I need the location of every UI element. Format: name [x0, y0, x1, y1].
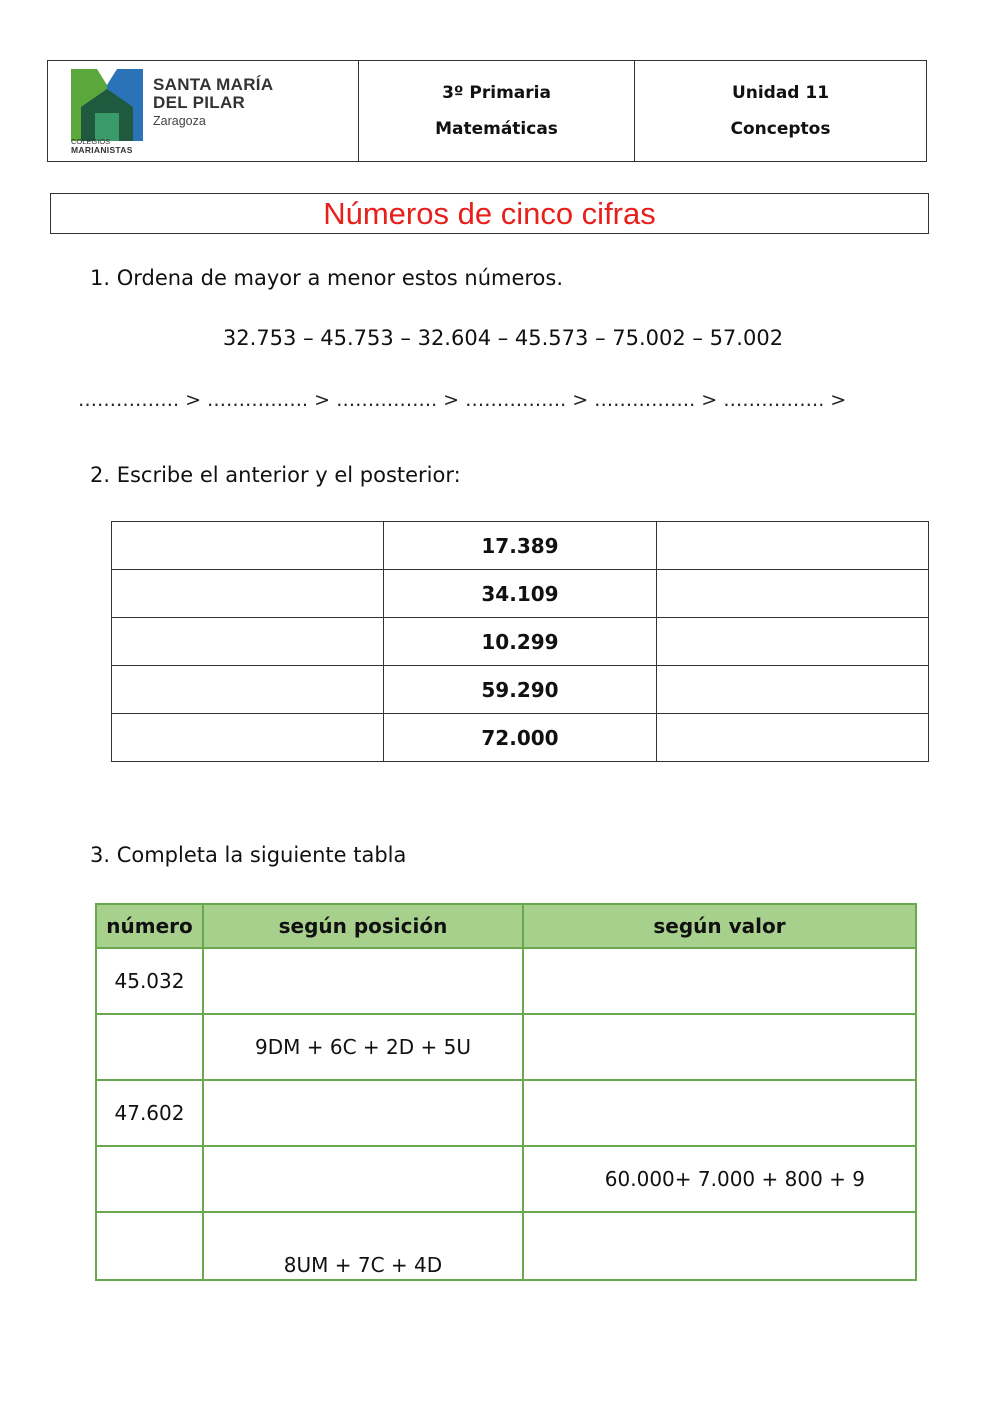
- grade-label: 3º Primaria: [442, 83, 551, 103]
- school-logo-icon: [71, 69, 143, 141]
- answer-before-cell[interactable]: [112, 714, 384, 762]
- table-row: [96, 1080, 916, 1146]
- unit-label: Unidad 11: [731, 83, 830, 103]
- previous-next-table: [111, 521, 929, 762]
- answer-after-cell[interactable]: [656, 666, 928, 714]
- table-row: [112, 714, 929, 762]
- subject-label: Matemáticas: [435, 119, 558, 139]
- section-label: Conceptos: [730, 119, 831, 139]
- answer-after-cell[interactable]: [656, 618, 928, 666]
- number-cell[interactable]: [96, 1212, 203, 1280]
- answer-after-cell[interactable]: [656, 522, 928, 570]
- answer-before-cell[interactable]: [112, 570, 384, 618]
- position-cell[interactable]: 9DM + 6C + 2D + 5U: [203, 1014, 523, 1080]
- place-value-table: [95, 903, 917, 1281]
- position-cell[interactable]: [203, 1080, 523, 1146]
- position-cell[interactable]: [203, 1146, 523, 1212]
- page-title: Números de cinco cifras: [50, 193, 929, 234]
- number-cell[interactable]: [96, 1146, 203, 1212]
- header-course-cell: [359, 61, 635, 161]
- exercise3-prompt: 3. Completa la siguiente tabla: [90, 843, 407, 867]
- logo-small-line2: MARIANISTAS: [71, 145, 133, 155]
- header-unit-cell: [635, 61, 926, 161]
- table-row: [112, 522, 929, 570]
- number-cell: 72.000: [384, 714, 656, 762]
- table-row: [112, 618, 929, 666]
- value-cell[interactable]: [523, 1212, 916, 1280]
- header-value: según valor: [523, 904, 916, 948]
- value-cell[interactable]: [523, 1014, 916, 1080]
- header-position: según posición: [203, 904, 523, 948]
- logo-city: Zaragoza: [153, 114, 206, 128]
- number-cell: 10.299: [384, 618, 656, 666]
- table-row: [112, 570, 929, 618]
- table-row: [112, 666, 929, 714]
- number-cell[interactable]: 45.032: [96, 948, 203, 1014]
- number-cell[interactable]: 47.602: [96, 1080, 203, 1146]
- exercise1-numbers: 32.753 – 45.753 – 32.604 – 45.573 – 75.002 – 57.002: [222, 326, 784, 350]
- number-cell: 17.389: [384, 522, 656, 570]
- number-cell: 59.290: [384, 666, 656, 714]
- logo-small-line1: COLEGIOS: [71, 137, 111, 146]
- table-row: [96, 1146, 916, 1212]
- logo-name-line1: SANTA MARÍA: [153, 75, 274, 94]
- answer-before-cell[interactable]: [112, 666, 384, 714]
- exercise1-prompt: 1. Ordena de mayor a menor estos números.: [90, 266, 564, 290]
- answer-before-cell[interactable]: [112, 522, 384, 570]
- position-cell[interactable]: [203, 948, 523, 1014]
- answer-after-cell[interactable]: [656, 570, 928, 618]
- header-table: [47, 60, 927, 162]
- answer-after-cell[interactable]: [656, 714, 928, 762]
- number-cell: 34.109: [384, 570, 656, 618]
- exercise2-prompt: 2. Escribe el anterior y el posterior:: [90, 463, 461, 487]
- school-logo: [48, 61, 359, 161]
- value-cell[interactable]: 60.000+ 7.000 + 800 + 9: [523, 1146, 916, 1212]
- exercise1-answer-line[interactable]: ……………. > ……………. > ……………. > ……………. > ……………. > ……………. >: [78, 389, 847, 411]
- position-cell[interactable]: 8UM + 7C + 4D: [203, 1212, 523, 1280]
- answer-before-cell[interactable]: [112, 618, 384, 666]
- table-header-row: [96, 904, 916, 948]
- number-cell[interactable]: [96, 1014, 203, 1080]
- table-row: [96, 1014, 916, 1080]
- logo-name-line2: DEL PILAR: [153, 93, 246, 112]
- value-cell[interactable]: [523, 948, 916, 1014]
- header-number: número: [96, 904, 203, 948]
- value-cell[interactable]: [523, 1080, 916, 1146]
- table-row: [96, 948, 916, 1014]
- table-row: [96, 1212, 916, 1280]
